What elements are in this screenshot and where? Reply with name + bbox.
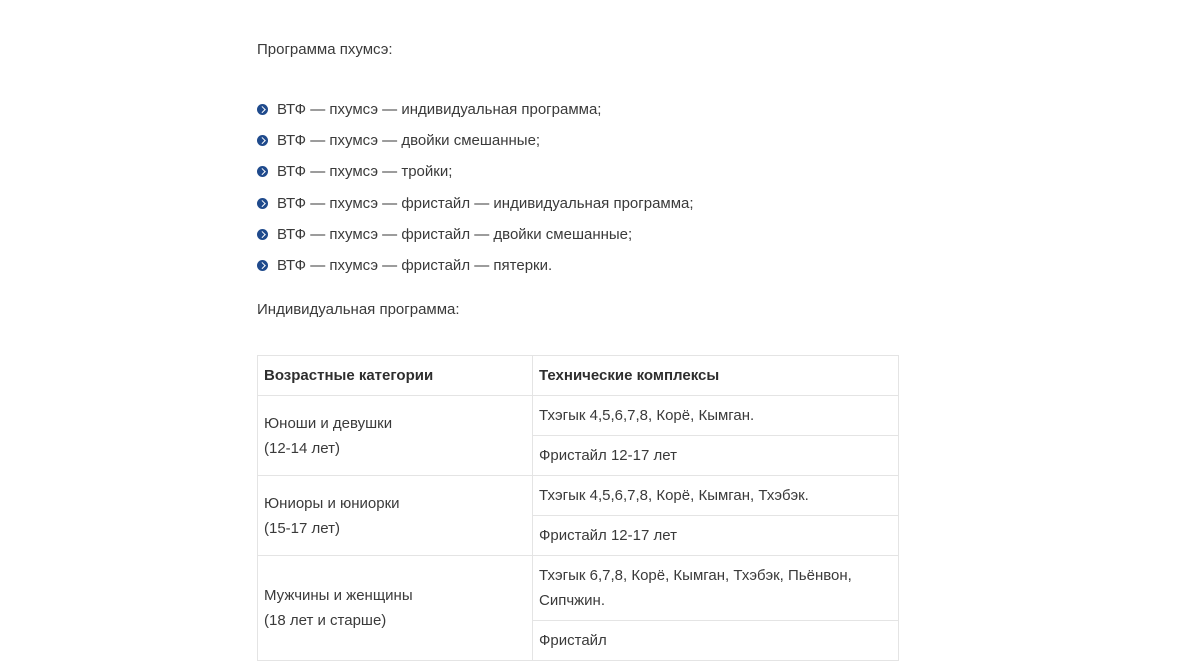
list-item-text: ВТФ — пхумсэ — фристайл — индивидуальная программа;	[277, 194, 694, 212]
list-item	[257, 131, 694, 162]
circle-chevron-right-icon	[257, 260, 268, 271]
age-category-range: (18 лет и старше)	[264, 612, 387, 629]
age-category-cell	[258, 396, 533, 476]
age-category-name: Мужчины и женщины	[264, 587, 413, 604]
list-item	[257, 100, 694, 131]
complex-cell: Фристайл 12-17 лет	[533, 436, 899, 476]
list-item-text: ВТФ — пхумсэ — тройки;	[277, 163, 453, 181]
list-item	[257, 162, 694, 193]
age-category-cell	[258, 476, 533, 556]
complex-cell: Тхэгык 6,7,8, Корё, Кымган, Тхэбэк, Пьёнвон, Сипчжин.	[533, 556, 899, 621]
list-item-text: ВТФ — пхумсэ — фристайл — пятерки.	[277, 256, 553, 274]
list-item	[257, 194, 694, 225]
age-category-range: (15-17 лет)	[264, 519, 340, 537]
complex-cell: Фристайл	[533, 621, 899, 661]
table-row	[258, 476, 899, 516]
circle-chevron-right-icon	[257, 104, 268, 115]
circle-chevron-right-icon	[257, 229, 268, 240]
section-title: Индивидуальная программа:	[257, 301, 460, 318]
list-item	[257, 256, 694, 287]
program-table	[257, 355, 899, 661]
circle-chevron-right-icon	[257, 135, 268, 146]
complex-cell: Тхэгык 4,5,6,7,8, Корё, Кымган.	[533, 396, 899, 436]
list-item-text: ВТФ — пхумсэ — фристайл — двойки смешанные;	[277, 225, 633, 243]
list-item-text: ВТФ — пхумсэ — двойки смешанные;	[277, 132, 541, 150]
list-item-text: ВТФ — пхумсэ — индивидуальная программа;	[277, 101, 602, 118]
list-item	[257, 225, 694, 256]
table-header-row	[258, 356, 899, 396]
column-header-technical-complexes: Технические комплексы	[533, 356, 899, 396]
age-category-name: Юниоры и юниорки	[264, 494, 400, 512]
program-list	[257, 100, 694, 287]
intro-text: Программа пхумсэ:	[257, 41, 393, 58]
complex-cell: Тхэгык 4,5,6,7,8, Корё, Кымган, Тхэбэк.	[533, 476, 899, 516]
table-row	[258, 556, 899, 621]
age-category-name: Юноши и девушки	[264, 414, 393, 432]
table-row	[258, 396, 899, 436]
age-category-cell	[258, 556, 533, 661]
circle-chevron-right-icon	[257, 198, 268, 209]
complex-cell: Фристайл 12-17 лет	[533, 516, 899, 556]
column-header-age-categories: Возрастные категории	[258, 356, 533, 396]
circle-chevron-right-icon	[257, 166, 268, 177]
age-category-range: (12-14 лет)	[264, 439, 340, 457]
